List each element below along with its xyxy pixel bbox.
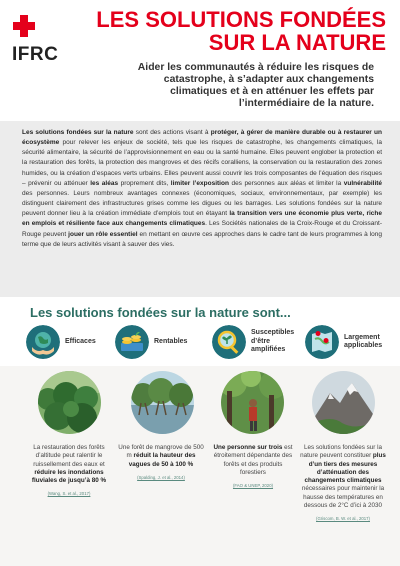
ifrc-logo [12, 12, 72, 66]
page-title [86, 8, 386, 54]
magnifier-plant-icon [212, 325, 246, 359]
stat-mangrove: Une forêt de mangrove de 500 m réduit la hauteur des vagues de 50 à 100 % (Spalding, J. et al., 2014) [118, 444, 204, 482]
benefit-efficaces [26, 324, 96, 360]
title-line-2: SUR LA NATURE [208, 30, 386, 55]
reference-link[interactable]: (Griscom, B. W. et al., 2017) [316, 516, 370, 522]
benefit-label: Efficaces [65, 337, 96, 345]
title-line-1: LES SOLUTIONS FONDÉES [96, 7, 386, 32]
header [0, 0, 400, 120]
intro-paragraph: Les solutions fondées sur la nature sont des actions visant à protéger, à gérer de manière durable ou à restaurer un écosystème pour relever les enjeux de société, tels que les risques de catastrophe, les changements climatiques, la sécurité alimentaire, la sécurité de l’approvisionnement en eau ou la santé humaine. Elles peuvent englober la protection et la restauration des forêts, la protection des mangroves et des récifs coralliens, la conservation ou la restauration des zones humides, ou la création d’espaces verts urbains. Elles peuvent aussi couvrir les trois composantes de l’équation des risques – prévenir ou atténuer les aléas proprement dits, limiter l’exposition des personnes aux aléas et limiter la vulnérabilité des personnes. Leurs nombreux avantages connexes (économiques, sociaux, environnementaux, par exemple) les distinguent clairement des infrastructures grises comme les digues ou les barrages. Les solutions fondées sur la nature peuvent donner lieu à la création immédiate d’emplois tout en étayant la transition vers une économie plus verte, riche en emplois et résiliente face aux changements climatiques. Les Sociétés nationales de la Croix-Rouge et du Croissant-Rouge peuvent jouer un rôle essentiel en mettant en œuvre ces approches dans le cadre tant de leurs programmes à long terme que de leurs activités visant à sauver des vies. [22, 129, 383, 248]
benefit-rentables [115, 324, 187, 360]
logo-text: IFRC [12, 44, 59, 65]
stat-forest-restoration: La restauration des forêts d’altitude peut ralentir le ruissellement des eaux et réduire les inondations fluviales de jusqu’à 80 % (Wang, S. et al., 2017) [26, 444, 112, 499]
benefit-label: Susceptibles d’être amplifiées [251, 329, 295, 354]
globe-hands-icon [26, 325, 60, 359]
section-title: Les solutions fondées sur la nature sont... [30, 305, 291, 320]
reference-link[interactable]: (Wang, S. et al., 2017) [47, 491, 91, 497]
mangrove-photo [131, 371, 194, 434]
coins-icon [115, 325, 149, 359]
stat-climate-mitigation: Les solutions fondées sur la nature peuvent constituer plus d’un tiers des mesures d’atténuation des changements climatiques nécessaires pour maintenir la hausse des températures en dessous de 2°C d’ici à 2030 (Griscom, B. W. et al., 2017) [300, 444, 386, 524]
mountain-photo [312, 371, 375, 434]
red-cross-icon [12, 14, 36, 38]
benefit-label: Largement applicables [344, 333, 383, 349]
benefit-label: Rentables [154, 337, 188, 345]
benefit-applicables [305, 324, 392, 360]
reference-link[interactable]: (FAO & UNEP, 2020) [232, 483, 274, 489]
forest-person-photo [221, 371, 284, 434]
red-crescent-icon [40, 13, 62, 39]
map-pins-icon [305, 325, 339, 359]
forest-photo [38, 371, 101, 434]
page-subtitle: Aider les communautés à réduire les risques de catastrophe, à s’adapter aux changements climatiques et à en atténuer les effets par l’intermédiaire de la nature. [137, 62, 374, 109]
reference-link[interactable]: (Spalding, J. et al., 2014) [137, 474, 185, 480]
benefit-amplifiees [212, 324, 295, 360]
stat-forest-dependence: Une personne sur trois est étroitement dépendante des forêts et des produits forestiers (FAO & UNEP, 2020) [210, 444, 296, 490]
